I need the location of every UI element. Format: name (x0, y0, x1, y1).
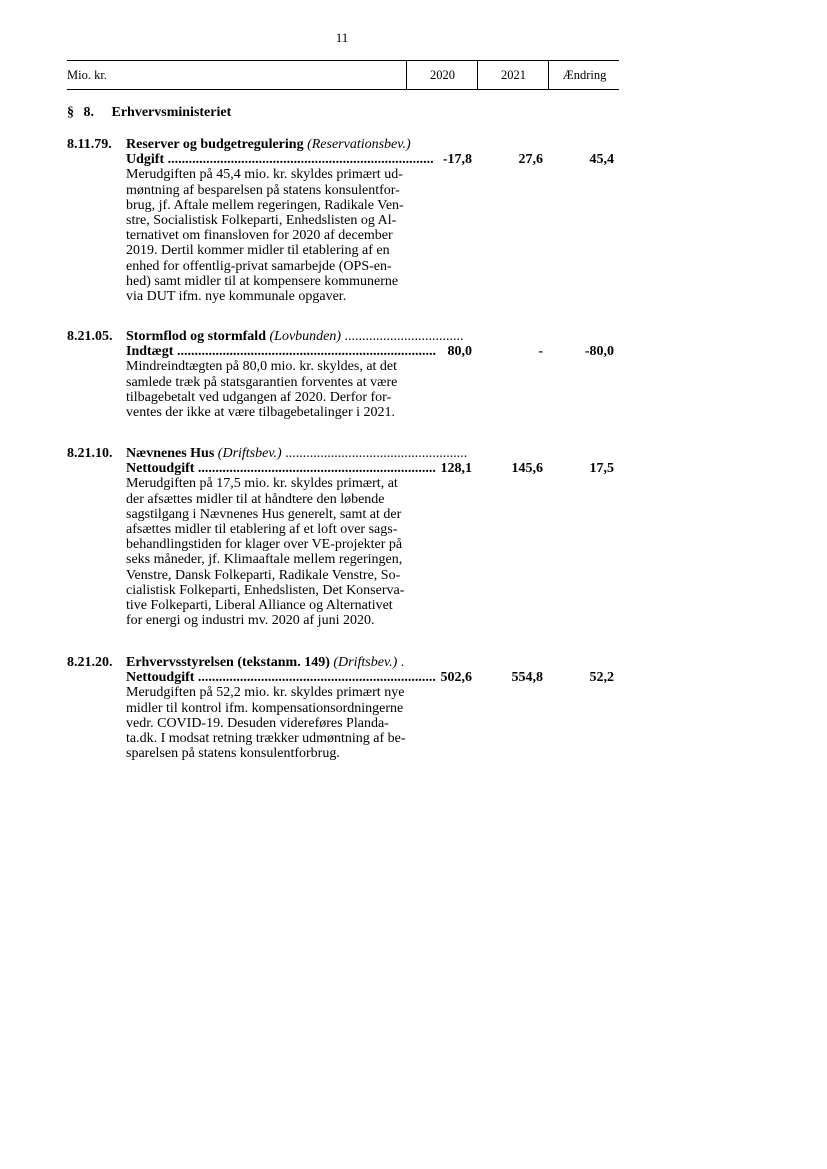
entry-code: 8.21.05. (67, 329, 113, 344)
value-2020: -17,8 (442, 152, 472, 167)
entry-description: Mindreindtægten på 80,0 mio. kr. skyldes, at det samlede træk på statsgarantien forventes at være tilbagebetalt ved udgangen af 2020. Derfor for- ventes der ikke at være tilbagebetalinger i 2021. (126, 359, 398, 421)
entry-type: Nettoudgift .................................................................... (126, 670, 436, 686)
section-title: Erhvervsministeriet (111, 105, 232, 120)
value-change: 52,2 (589, 670, 614, 685)
entry-type: Nettoudgift .................................................................... (126, 461, 436, 477)
entry-code: 8.11.79. (67, 137, 112, 152)
value-change: 17,5 (589, 461, 614, 476)
entry-code: 8.21.10. (67, 446, 113, 461)
entry-type: Indtægt .......................................................................... (126, 344, 436, 360)
page-number: 11 (335, 30, 349, 45)
value-2021: 145,6 (511, 461, 543, 476)
entry-description: Merudgiften på 17,5 mio. kr. skyldes primært, at der afsættes midler til at håndtere den løbende sagstilgang i Nævnenes Hus generelt, samt at der afsættes midler til etablering af et loft over sags- behandlingstiden for klager over VE-projekter på seks måneder, jf. Klimaaftale mellem regeringen, Venstre, Dansk Folkeparti, Radikale Venstre, So- cialistisk Folkeparti, Enhedslisten, Det Konserva- tive Folkeparti, Liberal Alliance og Alternativet for energi og industri mv. 2020 af juni 2020. (126, 476, 405, 629)
entry-title: Stormflod og stormfald (Lovbunden) .................................. (126, 329, 464, 344)
value-2020: 80,0 (447, 344, 472, 359)
column-header (67, 60, 619, 90)
section-symbol: § (67, 105, 74, 120)
value-2020: 502,6 (440, 670, 472, 685)
entry-type: Udgift ............................................................................ (126, 152, 434, 168)
entry-description: Merudgiften på 45,4 mio. kr. skyldes primært ud- møntning af besparelsen på statens konsulentfor- brug, jf. Aftale mellem regeringen, Radikale Ven- stre, Socialistisk Folkeparti, Enhedslisten og Al- ternativet om finansloven for 2020 af december 2019. Dertil kommer midler til etablering af en enhed for offentlig-privat samarbejde (OPS-en- hed) samt midler til at kompensere kommunerne via DUT ifm. nye kommunale opgaver. (126, 167, 404, 305)
section-heading (67, 105, 231, 121)
entry-title: Reserver og budgetregulering (Reservationsbev.) (126, 137, 411, 152)
value-2021: 554,8 (511, 670, 543, 685)
entry-description: Merudgiften på 52,2 mio. kr. skyldes primært nye midler til kontrol ifm. kompensationsordningerne vedr. COVID-19. Desuden videreføres Planda- ta.dk. I modsat retning trækker udmøntning af be- sparelsen på statens konsulentforbrug. (126, 685, 406, 762)
value-2021: - (538, 344, 543, 359)
section-number: 8. (83, 105, 94, 120)
entry-title: Erhvervsstyrelsen (tekstanm. 149) (Driftsbev.) . (126, 655, 405, 670)
entry-title: Nævnenes Hus (Driftsbev.) .................................................... (126, 446, 468, 461)
column-change: Ændring (548, 61, 620, 89)
entry-code: 8.21.20. (67, 655, 113, 670)
value-2020: 128,1 (440, 461, 472, 476)
value-2021: 27,6 (518, 152, 543, 167)
unit-label: Mio. kr. (67, 68, 107, 82)
column-2020: 2020 (406, 61, 478, 89)
value-change: 45,4 (589, 152, 614, 167)
value-change: -80,0 (584, 344, 614, 359)
column-2021: 2021 (477, 61, 549, 89)
